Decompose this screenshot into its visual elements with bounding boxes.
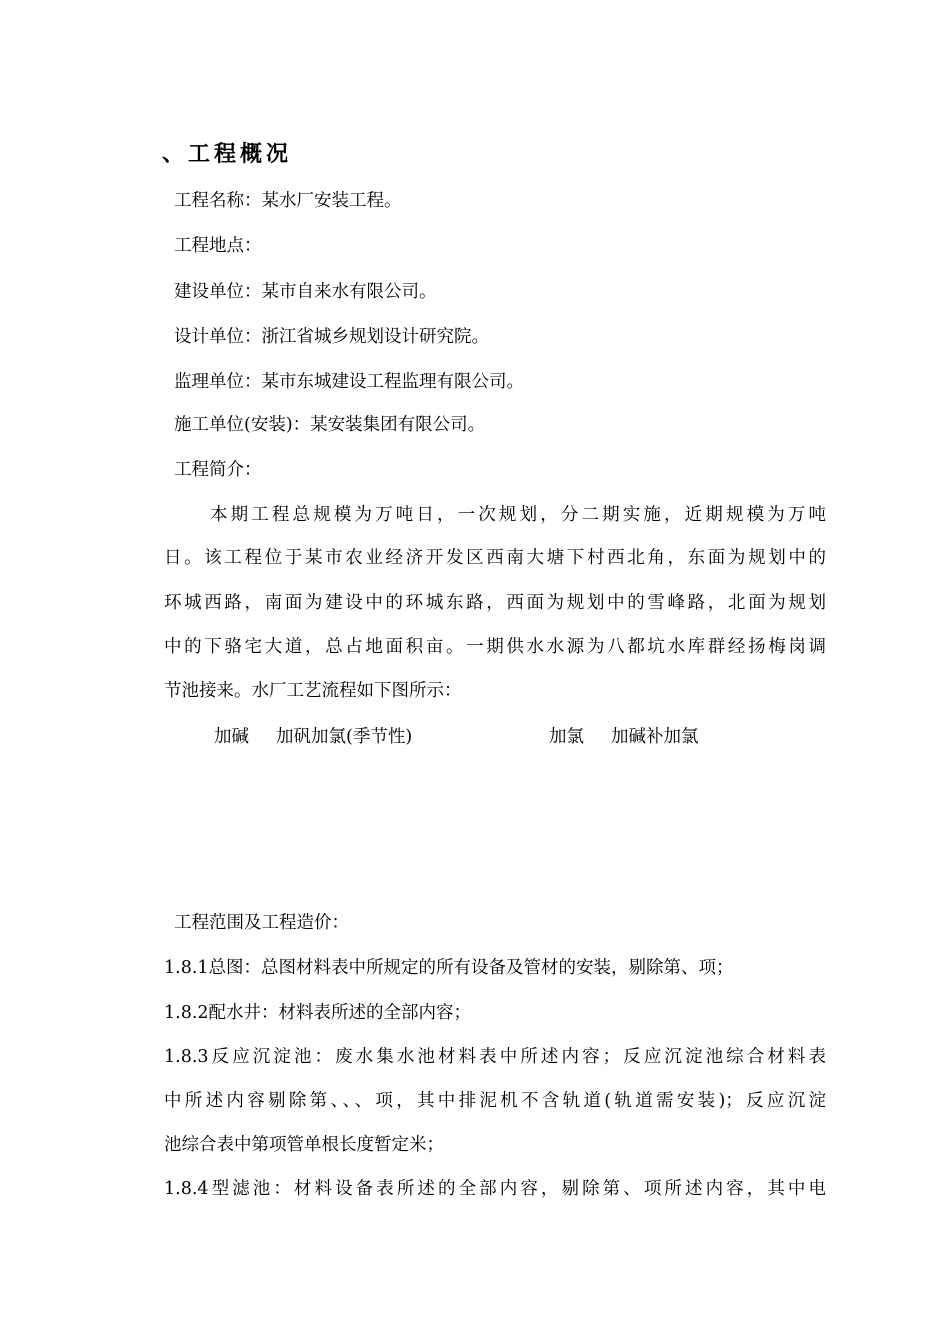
construction-unit: 建设单位：某市自来水有限公司。	[174, 282, 437, 302]
scope-title: 工程范围及工程造价：	[174, 913, 349, 933]
scope-item-line: 1.8.3反应沉淀池：废水集水池材料表中所述内容；反应沉淀池综合材料表	[164, 1047, 826, 1067]
scope-item-line: 1.8.4型滤池：材料设备表所述的全部内容，剔除第、项所述内容，其中电	[164, 1179, 826, 1199]
supervision-unit: 监理单位：某市东城建设工程监理有限公司。	[174, 372, 524, 392]
scope-item-line: 中所述内容剔除第、、、项，其中排泥机不含轨道(轨道需安装)；反应沉淀	[164, 1091, 826, 1111]
intro-paragraph-line: 本期工程总规模为万吨日，一次规划，分二期实施，近期规模为万吨	[210, 505, 826, 525]
flow-label-alum-chlorine: 加矾加氯(季节性)	[276, 727, 413, 747]
contractor-unit: 施工单位(安装)：某安装集团有限公司。	[174, 415, 486, 435]
flow-label-alkali-rechlorine: 加碱补加氯	[611, 727, 699, 747]
project-name: 工程名称：某水厂安装工程。	[174, 191, 402, 211]
intro-paragraph-line: 环城西路，南面为建设中的环城东路，西面为规划中的雪峰路，北面为规划	[164, 593, 826, 613]
flow-label-chlorine: 加氯	[549, 727, 584, 747]
flow-label-alkali: 加碱	[214, 727, 249, 747]
project-location: 工程地点：	[174, 236, 262, 256]
scope-item-line: 1.8.1总图：总图材料表中所规定的所有设备及管材的安装，剔除第、项；	[164, 958, 734, 978]
section-heading: 、工程概况	[162, 142, 293, 167]
scope-item-line: 1.8.2配水井：材料表所述的全部内容；	[164, 1003, 472, 1023]
design-unit: 设计单位：浙江省城乡规划设计研究院。	[174, 327, 489, 347]
intro-paragraph-line: 日。该工程位于某市农业经济开发区西南大塘下村西北角，东面为规划中的	[164, 548, 826, 568]
scope-item-line: 池综合表中第项管单根长度暂定米；	[164, 1135, 444, 1155]
intro-paragraph-line: 节池接来。水厂工艺流程如下图所示：	[164, 681, 462, 701]
project-intro-label: 工程简介：	[174, 460, 262, 480]
intro-paragraph-line: 中的下骆宅大道，总占地面积亩。一期供水水源为八都坑水库群经扬梅岗调	[164, 637, 826, 657]
